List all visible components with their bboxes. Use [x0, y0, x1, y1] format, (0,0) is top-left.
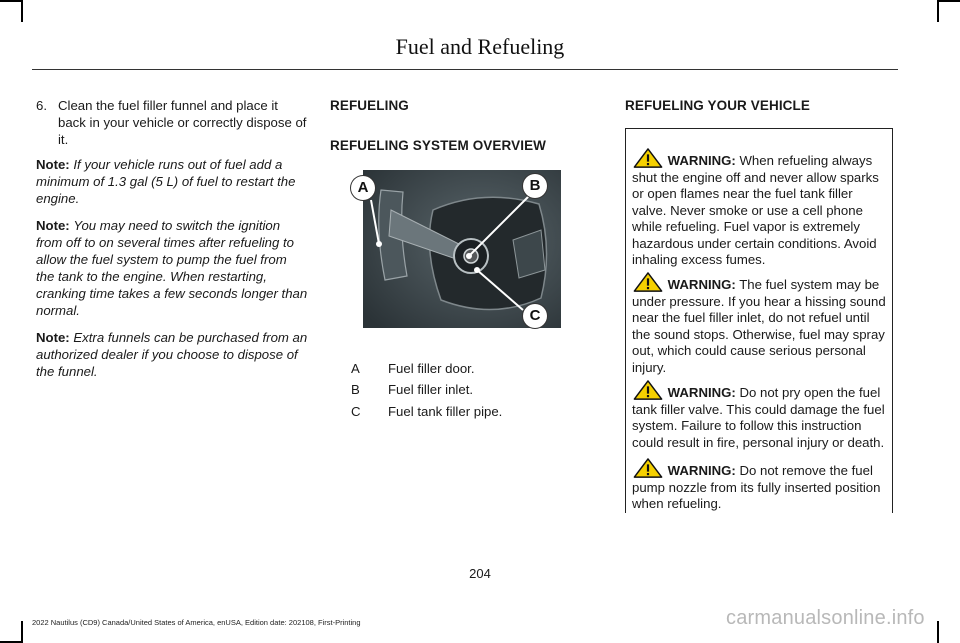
column-right [625, 97, 893, 114]
note-text: If your vehicle runs out of fuel add a minimum of 1.3 gal (5 L) of fuel to restart the engine. [36, 157, 296, 206]
legend-value: Fuel filler inlet. [388, 382, 474, 397]
callout-b: B [523, 174, 547, 198]
edition-footer: 2022 Nautilus (CD9) Canada/United States of America, enUSA, Edition date: 202108, First-Printing [32, 618, 361, 627]
crop-mark [21, 621, 23, 643]
warning-icon [632, 148, 664, 168]
warning-text: Do not pry open the fuel tank filler valve. This could damage the fuel system. Failure to follow this instruction could result in fire, personal injury or death. [632, 385, 885, 450]
legend-key: B [351, 382, 360, 397]
column-middle [330, 97, 600, 154]
watermark: carmanualsonline.info [726, 607, 925, 629]
crop-mark [937, 621, 939, 643]
warning-text: Do not remove the fuel pump nozzle from its fully inserted position when refueling. [632, 463, 881, 511]
warning-icon [632, 272, 664, 292]
callout-c: C [523, 304, 547, 328]
note-paragraph [36, 329, 308, 380]
callout-a: A [351, 176, 375, 200]
crop-mark [938, 0, 960, 2]
step-text: Clean the fuel filler funnel and place it back in your vehicle or correctly dispose of it. [58, 98, 307, 147]
header-divider [32, 69, 898, 70]
section-heading: REFUELING YOUR VEHICLE [625, 98, 810, 113]
note-text: Extra funnels can be purchased from an authorized dealer if you choose to dispose of the funnel. [36, 330, 308, 379]
crop-mark [0, 0, 22, 2]
note-paragraph [36, 217, 308, 319]
warning-label: WARNING: [667, 385, 736, 400]
section-heading: REFUELING SYSTEM OVERVIEW [330, 138, 547, 153]
warning-label: WARNING: [667, 463, 736, 478]
legend-value: Fuel filler door. [388, 361, 475, 376]
note-paragraph [36, 156, 308, 207]
warning-item [632, 272, 890, 376]
fuel-filler-illustration [357, 170, 561, 328]
warning-label: WARNING: [667, 153, 736, 168]
crop-mark [937, 0, 939, 22]
legend-value: Fuel tank filler pipe. [388, 404, 503, 419]
warning-icon [632, 458, 664, 478]
column-left [36, 97, 308, 390]
section-heading: REFUELING [330, 98, 409, 113]
warning-text: When refueling always shut the engine off and never allow sparks or open flames near the fuel tank filler valve. Never smoke or use a cell phone while refueling. Fuel vapor is extremely hazardous under certain conditions. Avoid inhaling excess fumes. [632, 153, 879, 267]
note-label: Note: [36, 218, 70, 233]
page-title: Fuel and Refueling [395, 34, 565, 59]
step-number: 6. [36, 98, 47, 113]
note-text: You may need to switch the ignition from off to on several times after refueling to allow the fuel system to pump the fuel from the tank to the engine. When restarting, cranking time takes a few seconds longer than normal. [36, 218, 308, 318]
warning-label: WARNING: [667, 277, 736, 292]
legend-key: A [351, 361, 360, 376]
warning-icon [632, 380, 664, 400]
warning-item [632, 148, 890, 269]
note-label: Note: [36, 330, 70, 345]
warning-text: The fuel system may be under pressure. If you hear a hissing sound near the fuel filler inlet, do not refuel until the sound stops. Otherwise, fuel may spray out, which could cause serious personal injury. [632, 277, 886, 375]
page-number: 204 [469, 566, 491, 581]
note-label: Note: [36, 157, 70, 172]
warning-item [632, 380, 890, 451]
crop-mark [21, 0, 23, 22]
step-item [36, 97, 308, 148]
legend-key: C [351, 404, 361, 419]
warning-item [632, 458, 890, 513]
